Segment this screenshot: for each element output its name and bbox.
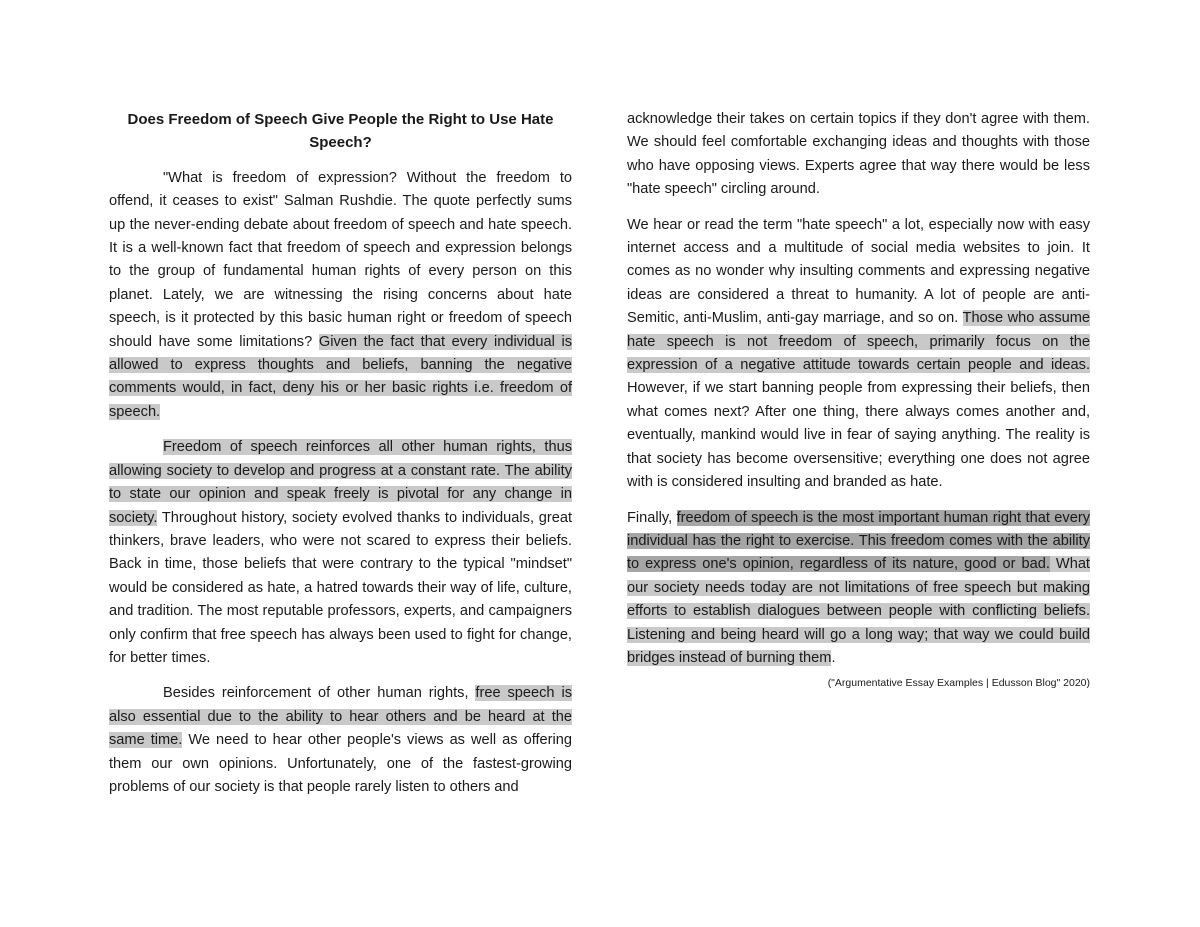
p2-highlight: Freedom of speech reinforces all other human rights, thus allowing society to develop and progress at a constant rate. The ability to state our opinion and speak freely is pivotal for any change in society. [109,439,572,526]
p1-highlight: Given the fact that every individual is allowed to express thoughts and beliefs, banning the negative comments would, in fact, deny his or her basic rights i.e. freedom of speech. [109,333,572,420]
paragraph-5 [627,507,1090,671]
paragraph-4 [627,214,1090,495]
paragraph-1 [109,167,572,424]
p3-text-c: We need to hear other people's views as well as offering them our own opinions. Unfortunately, one of the fastest-growing problems of our society is that people rarely listen to others and [109,732,572,795]
p3-highlight: free speech is also essential due to the ability to hear others and be heard at the same time. [109,685,572,749]
paragraph-2 [109,436,572,670]
essay-title: Does Freedom of Speech Give People the Right to Use Hate Speech? [127,111,554,152]
p5-period: . [831,649,836,666]
p3-text-a: Besides reinforcement of other human rights, [163,685,476,702]
p1-text: "What is freedom of expression? Without the freedom to offend, it ceases to exist" Salman Rushdie. The quote perfectly sums up the never-ending debate about freedom of speech and hate speech. It is a well-known fact that freedom of speech and expression belongs to the group of fundamental human rights of every person on this planet. Lately, we are witnessing the rising concerns about hate speech, is it protected by this basic human right or freedom of speech should have some limitations? [109,169,572,350]
citation: ("Argumentative Essay Examples | Edusson Blog" 2020) [827,677,1090,690]
p4-text-c: However, if we start banning people from expressing their beliefs, then what comes next? After one thing, there always comes another and, eventually, mankind would live in fear of saying anything. The reality is that society has become oversensitive; everything one does not agree with is considered insulting and branded as hate. [627,380,1090,491]
p4-highlight: Those who assume hate speech is not freedom of speech, primarily focus on the expression of a negative attitude towards certain people and ideas. [627,310,1090,374]
left-column [109,108,572,799]
p5-highlight: What our society needs today are not limitations of free speech but making efforts to establish dialogues between people with conflicting beliefs. Listening and being heard will go a long way; that way we could build bridges instead of burning them [627,556,1090,666]
right-column [627,108,1090,690]
p5-highlight-dark: freedom of speech is the most important human right that every individual has the right to exercise. This freedom comes with the ability to express one's opinion, regardless of its nature, good or bad. [627,509,1090,573]
paragraph-3-continued: acknowledge their takes on certain topics if they don't agree with them. We should feel comfortable exchanging ideas and thoughts with those who have opposing views. Experts agree that way there would be less "hate speech" circling around. [627,111,1090,198]
p5-text-a: Finally, [627,509,677,526]
p4-text-a: We hear or read the term "hate speech" a lot, especially now with easy internet access and a multitude of social media websites to join. It comes as no wonder why insulting comments and expressing negative ideas are considered a threat to humanity. A lot of people are anti-Semitic, anti-Muslim, anti-gay marriage, and so on. [627,216,1090,327]
paragraph-3-start [109,682,572,799]
p2-text: Throughout history, society evolved thanks to individuals, great thinkers, brave leaders, who were not scared to express their beliefs. Back in time, those beliefs that were contrary to the typical "mindset" would be considered as hate, a hatred towards their way of life, culture, and tradition. The most reputable professors, experts, and campaigners only confirm that free speech has always been used to fight for change, for better times. [109,509,572,666]
